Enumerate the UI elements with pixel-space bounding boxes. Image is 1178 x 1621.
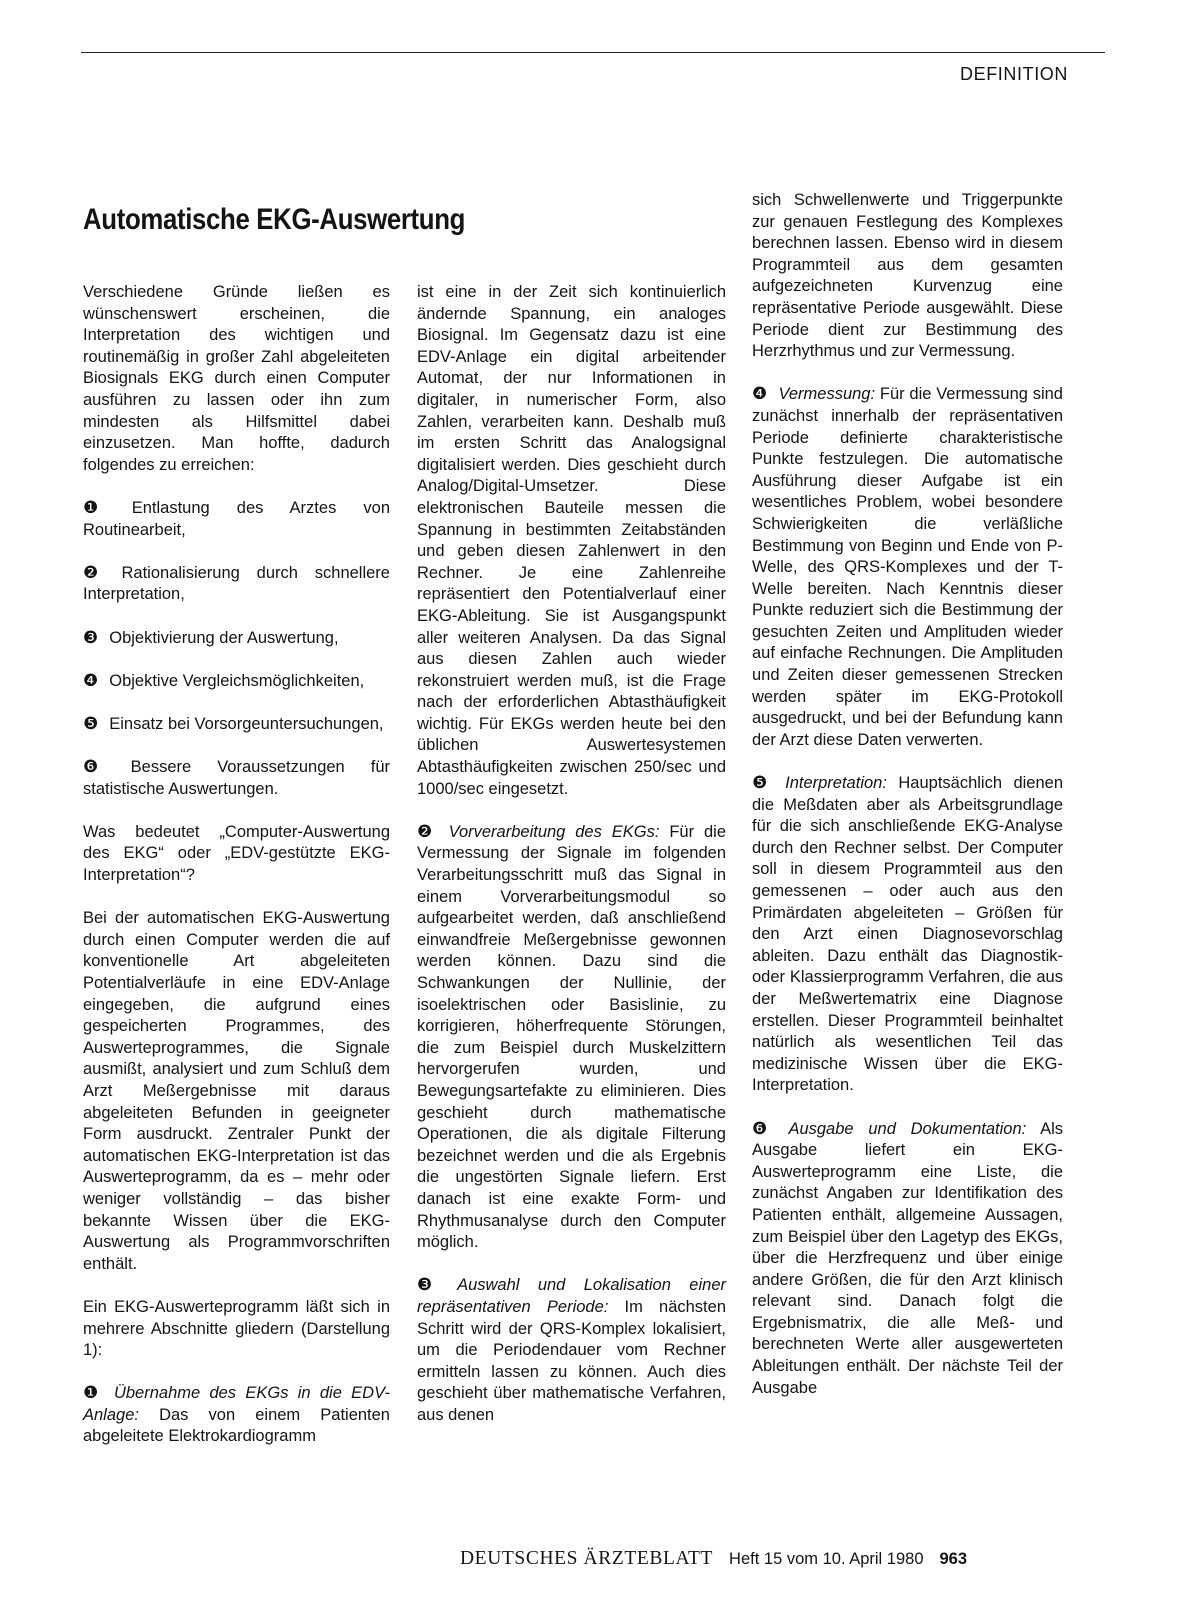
intro-paragraph: Verschiedene Gründe ließen es wünschenswert erscheinen, die Interpretation des wichtigen und routinemäßig in großer Zahl abgeleiteten Biosignals EKG durch einen Computer ausführen zu lassen oder ihn zum mindesten als Hilfsmittel dabei einzusetzen. Man hoffte, dadurch folgendes zu erreichen: xyxy=(83,283,390,474)
goal-item-6 xyxy=(83,757,390,800)
goal-text: Objektive Vergleichsmöglichkeiten, xyxy=(109,671,365,690)
column-2 xyxy=(417,282,726,1448)
header-rule xyxy=(81,52,1105,53)
step-text: Für die Vermessung sind zunächst innerhalb der repräsentativen Periode definierte charakteristische Punkte festzulegen. Die automatische Ausführung dieser Aufgabe ist ein wesentliches Problem, wobei besondere Schwierigkeiten die verläßliche Bestimmung von Beginn und Ende von P-Welle, des QRS-Komplexes und der T-Welle bereiten. Nach Kenntnis dieser Punkte reduziert sich die Bestimmung der gesuchten Zeiten und Amplituden wieder auf einfache Rechnungen. Die Amplituden und Zeiten dieser gemessenen Strecken werden später im EKG-Protokoll ausgedruckt, und bei der Befundung kann der Arzt diese Daten verwerten. xyxy=(752,385,1063,749)
issue-info: Heft 15 vom 10. April 1980 xyxy=(729,1550,924,1568)
step-3-paragraph xyxy=(417,1275,726,1426)
goal-text: Rationalisierung durch schnellere Interpretation, xyxy=(83,563,390,604)
step-heading: Auswahl und Lokalisation einer repräsentativen Periode: xyxy=(417,1276,726,1316)
article-title: Automatische EKG-Auswertung xyxy=(83,203,466,236)
step-4-paragraph xyxy=(752,384,1063,751)
goal-item-3 xyxy=(83,628,390,650)
step-3-continued: sich Schwellenwerte und Triggerpunkte zur genauen Festlegung des Komplexes berechnen lassen. Ebenso wird in diesem Programmteil aus dem gesamten aufgezeichneten Kurvenzug eine repräsentative Periode ausgewählt. Diese Periode dient zur Bestimmung des Herzrhythmus und zur Vermessung. xyxy=(752,191,1063,361)
step-heading: Übernahme des EKGs in die EDV-Anlage: xyxy=(83,1384,390,1424)
number-3-icon: ❸ xyxy=(417,1275,447,1296)
number-2-icon: ❷ xyxy=(83,562,111,583)
step-heading: Interpretation: xyxy=(785,774,887,793)
sections-paragraph: Ein EKG-Auswerteprogramm läßt sich in mehrere Abschnitte gliedern (Darstellung 1): xyxy=(83,1297,390,1360)
goal-item-2 xyxy=(83,563,390,606)
step-text: Im nächsten Schritt wird der QRS-Komplex lokalisiert, um die Periodendauer vom Rechner ermitteln lassen zu können. Auch dies geschieht über mathematische Verfahren, aus denen xyxy=(417,1297,726,1424)
number-1-icon: ❶ xyxy=(83,497,121,518)
step-text: Als Ausgabe liefert ein EKG-Auswerteprogramm eine Liste, die zunächst Angaben zur Identifikation des Patienten enthält, allgemeine Aussagen, zum Beispiel über den Lagetyp des EKGs, über die Herzfrequenz und über einige andere Größen, die für den Arzt klinisch relevant sind. Danach folgt die Ergebnismatrix, die alle Meß- und berechneten Werte aller ausgewerteten Ableitungen enthält. Der nächste Teil der Ausgabe xyxy=(752,1119,1063,1397)
step-heading: Ausgabe und Dokumentation: xyxy=(788,1119,1027,1138)
question-paragraph: Was bedeutet „Computer-Auswertung des EKG“ oder „EDV-gestützte EKG-Interpretation“? xyxy=(83,822,390,885)
goal-text: Entlastung des Arztes von Routinearbeit, xyxy=(83,498,390,539)
page-footer xyxy=(460,1548,967,1570)
step-6-paragraph xyxy=(752,1119,1063,1400)
step-text: Hauptsächlich dienen die Meßdaten aber als Arbeitsgrundlage für die sich anschließende EKG-Analyse durch den Rechner selbst. Der Computer soll in diesem Programmteil aus den gemessenen – oder auch aus den Primärdaten abgeleiteten – Größen für den Arzt einen Diagnosevorschlag ableiten. Dazu enthält das Diagnostik- oder Klassierprogramm Verfahren, die aus der Meßwertematrix eine Diagnose erstellen. Dieser Programmteil beinhaltet natürlich als wesentlichen Teil das medizinische Wissen über die EKG-Interpretation. xyxy=(752,774,1064,1095)
number-5-icon: ❺ xyxy=(752,773,775,794)
step-5-paragraph xyxy=(752,773,1063,1097)
step-1-paragraph xyxy=(83,1383,390,1448)
number-6-icon: ❻ xyxy=(752,1118,778,1139)
goal-item-1 xyxy=(83,498,390,541)
step-2-paragraph xyxy=(417,822,726,1254)
goal-text: Einsatz bei Vorsorgeuntersuchungen, xyxy=(109,714,384,733)
step-1-continued: ist eine in der Zeit sich kontinuierlich ändernde Spannung, ein analoges Biosignal. Im Gegensatz dazu ist eine EDV-Anlage ein digital arbeitender Automat, der nur Informationen in digitaler, in numerischer Form, also Zahlen, verarbeiten kann. Deshalb muß im ersten Schritt das Analogsignal digitalisiert werden. Dies geschieht durch Analog/Digital-Umsetzer. Diese elektronischen Bauteile messen die Spannung in bestimmten Zeitabständen und geben diesen Zahlenwert in den Rechner. Je eine Zahlenreihe repräsentiert den Potentialverlauf einer EKG-Ableitung. Sie ist Ausgangspunkt aller weiteren Analysen. Da das Signal aus diesen Zahlen auch wieder rekonstruiert werden muß, ist die Frage nach der erforderlichen Abtasthäufigkeit wichtig. Für EKGs werden heute bei den üblichen Auswertesystemen Abtasthäufigkeiten zwischen 250/sec und 1000/sec eingesetzt. xyxy=(417,283,726,798)
step-heading: Vorverarbeitung des EKGs: xyxy=(448,822,660,841)
goal-item-4 xyxy=(83,671,390,693)
goal-item-5 xyxy=(83,714,390,736)
column-3 xyxy=(752,190,1063,1421)
column-1 xyxy=(83,282,390,1470)
answer-paragraph: Bei der automatischen EKG-Auswertung durch einen Computer werden die auf konventionelle Art abgeleiteten Potentialverläufe in eine EDV-Anlage eingegeben, die aufgrund eines gespeicherten Programmes, des Auswerteprogrammes, die Signale ausmißt, analysiert und zum Schluß dem Arzt Meßergebnisse mit daraus abgeleiteten Befunden in geeigneter Form ausdruckt. Zentraler Punkt der automatischen EKG-Interpretation ist das Auswerteprogramm, da es – mehr oder weniger vollständig – das bisher bekannte Wissen über die EKG-Auswertung als Programmvorschriften enthält. xyxy=(83,909,390,1273)
number-4-icon: ❹ xyxy=(752,384,768,405)
step-heading: Vermessung: xyxy=(778,385,876,404)
step-text: Das von einem Patienten abgeleitete Elektrokardiogramm xyxy=(83,1405,390,1446)
step-text: Für die Vermessung der Signale im folgenden Verarbeitungsschritt muß das Signal in einem Vorverarbeitungsmodul so aufgearbeitet werden, daß anschließend einwandfreie Meßergebnisse gewonnen werden können. Dazu sind die Schwankungen der Nullinie, der isoelektrischen oder Basislinie, zu korrigieren, höherfrequente Störungen, die zum Beispiel durch Muskelzittern hervorgerufen wurden, und Bewegungsartefakte zu eliminieren. Dies geschieht durch mathematische Operationen, die als digitale Filterung bezeichnet werden und die als Ergebnis die ungestörten Signale liefern. Erst danach ist eine exakte Form- und Rhythmusanalyse durch den Computer möglich. xyxy=(417,822,726,1252)
journal-name: DEUTSCHES ÄRZTEBLATT xyxy=(460,1548,714,1569)
number-4-icon: ❹ xyxy=(83,670,99,691)
number-1-icon: ❶ xyxy=(83,1383,103,1404)
number-3-icon: ❸ xyxy=(83,627,99,648)
section-label: DEFINITION xyxy=(960,64,1068,84)
goal-text: Objektivierung der Auswertung, xyxy=(109,628,339,647)
number-2-icon: ❷ xyxy=(417,821,438,842)
number-6-icon: ❻ xyxy=(83,757,120,778)
page-number: 963 xyxy=(939,1550,968,1568)
goal-text: Bessere Voraussetzungen für statistische Auswertungen. xyxy=(83,758,390,798)
number-5-icon: ❺ xyxy=(83,713,99,734)
